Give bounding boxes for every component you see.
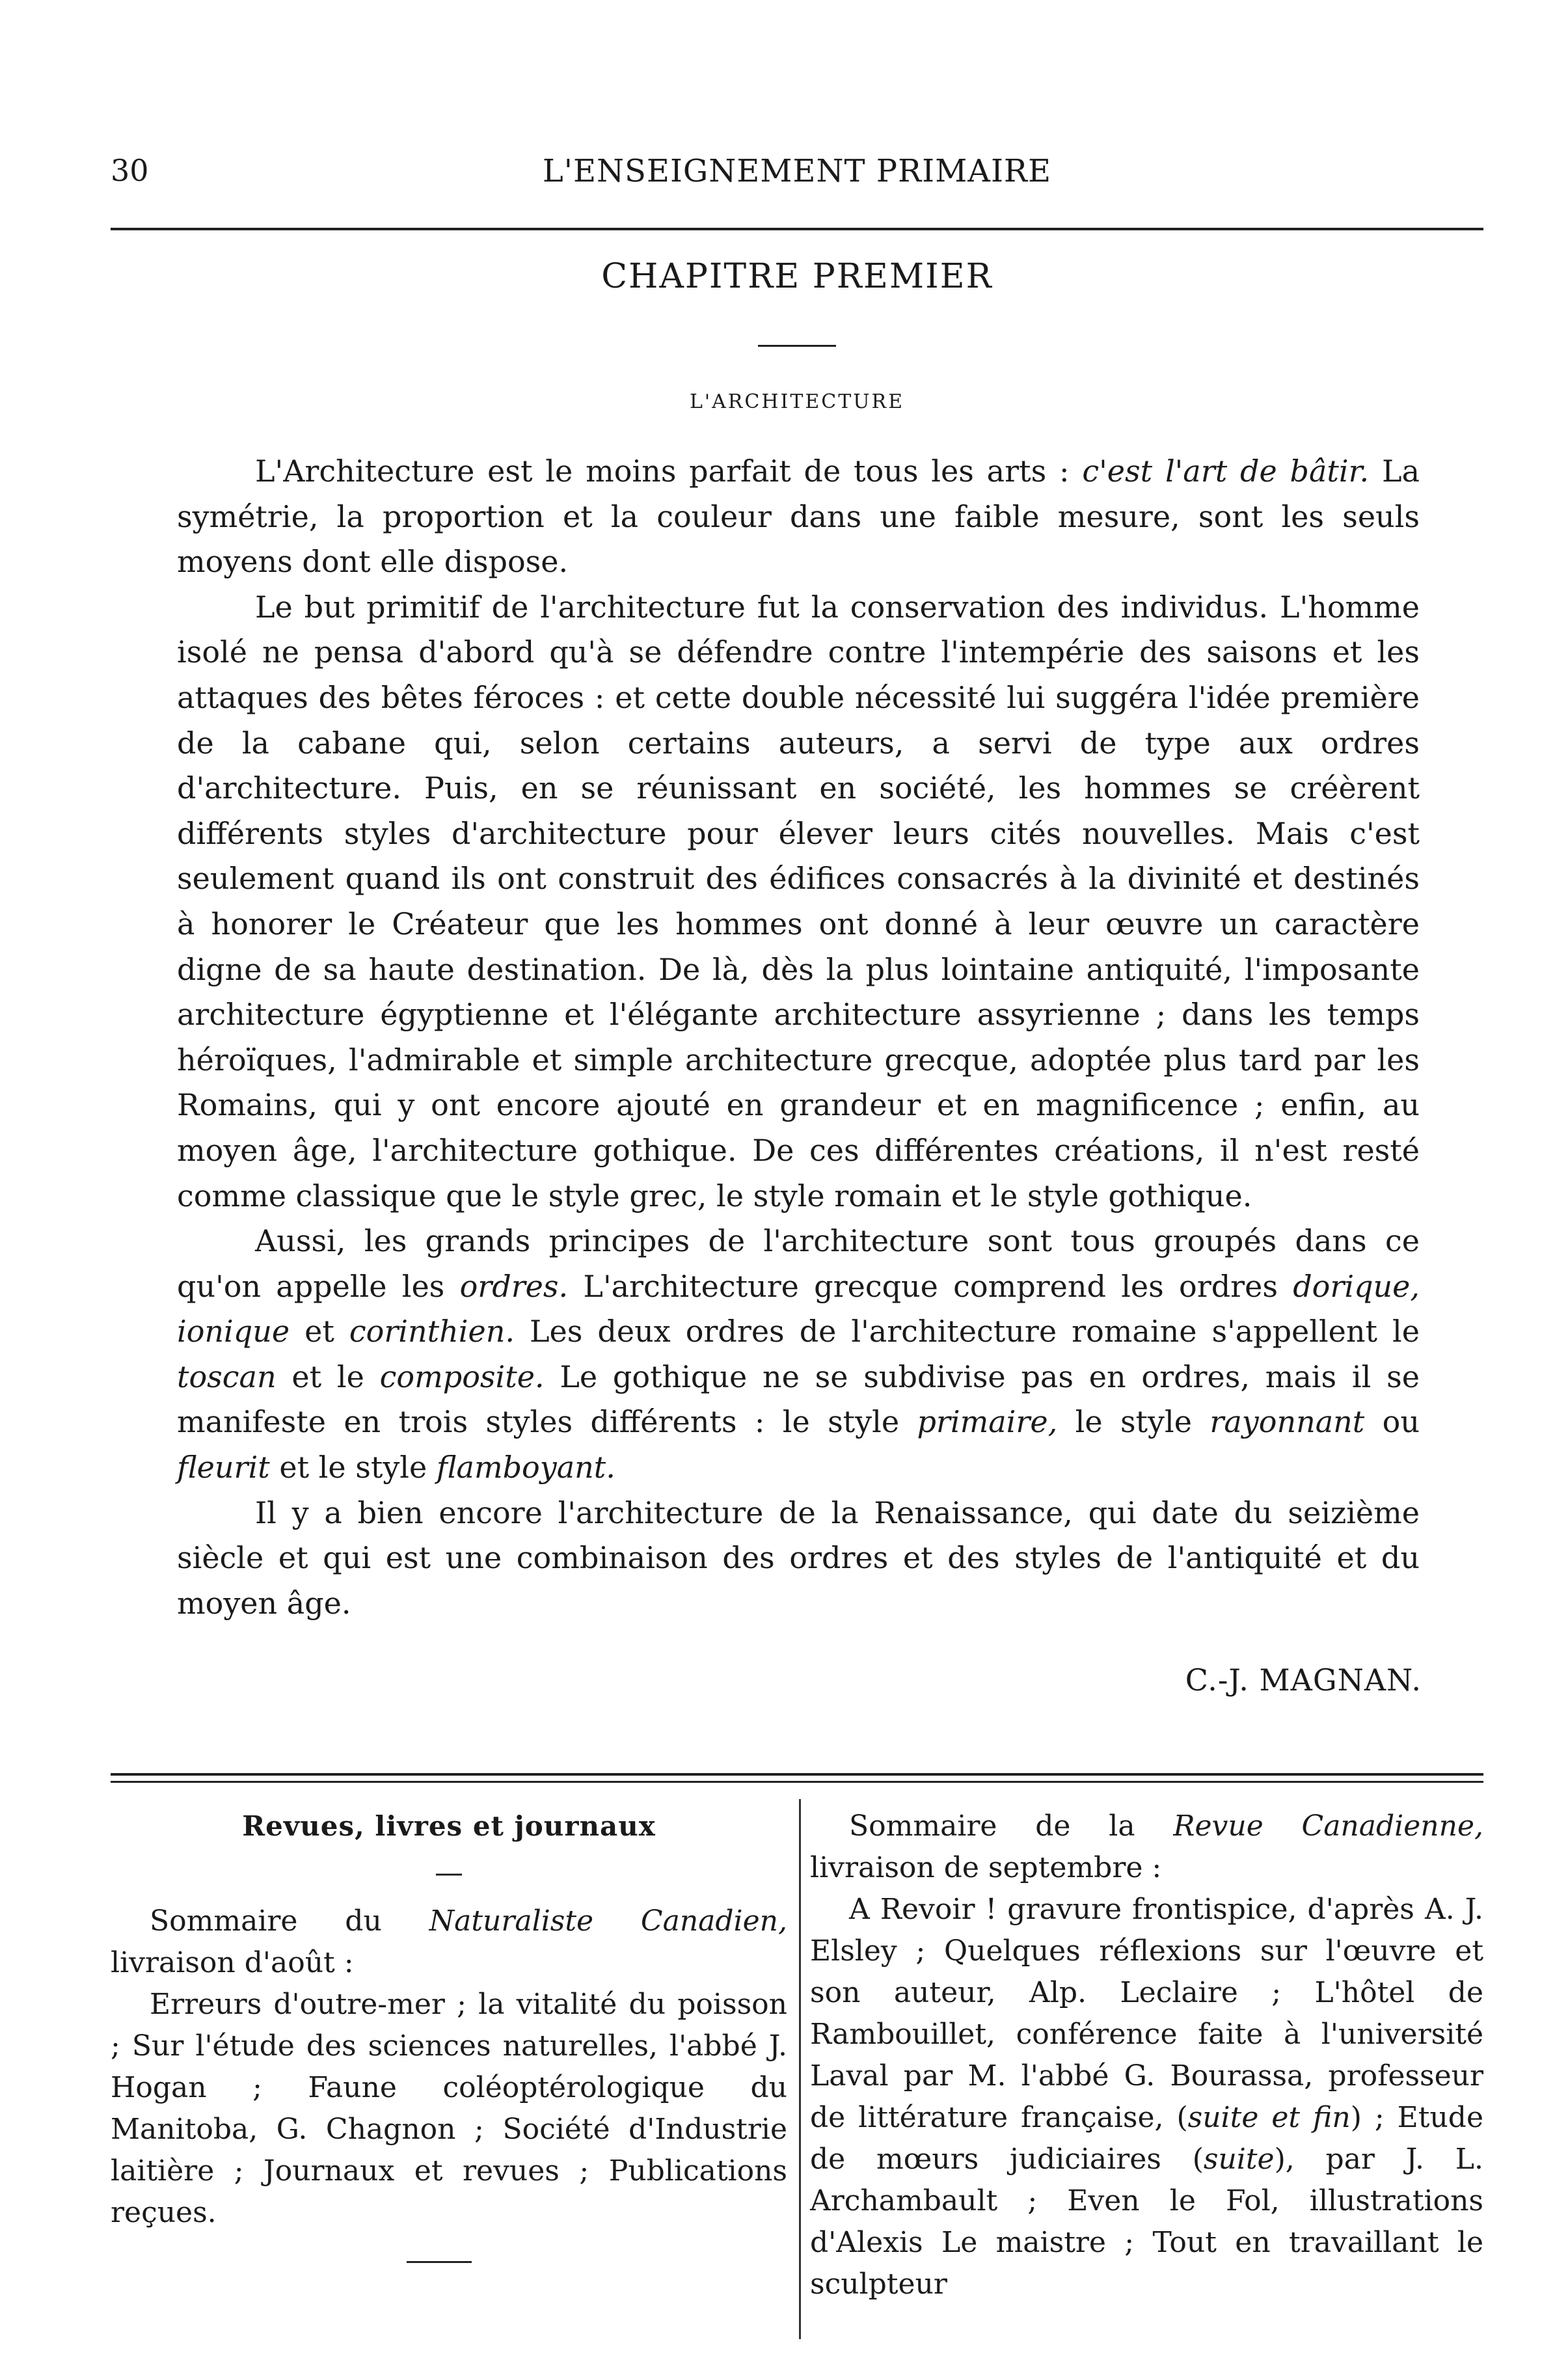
text-run: Sommaire de la <box>849 1809 1174 1843</box>
text-run: L'Architecture est le moins parfait de tous les arts : <box>255 454 1083 489</box>
text-run: A Revoir ! gravure frontispice, d'après A. J. Elsley ; Quelques réflexions sur l'œuvre et son auteur, Alp. Leclaire ; L'hôtel de Rambouillet, conférence faite à l'université Laval par M. l'abbé G. Bourassa, professeur de littérature française, ( <box>810 1893 1483 2134</box>
review-paragraph <box>810 1889 1483 2305</box>
italic-text: Revue Canadienne, <box>1173 1809 1483 1843</box>
text-run: ), par J. L. Archambault ; Even le Fol, illustrations d'Alexis Le maistre ; Tout en travaillant le sculpteur <box>810 2143 1483 2301</box>
text-run: le style <box>1057 1404 1210 1440</box>
article-paragraph <box>177 1219 1420 1491</box>
page-number: 30 <box>111 153 149 188</box>
text-run: Le but primitif de l'architecture fut la conservation des individus. L'homme isolé ne pensa d'abord qu'à se défendre contre l'intempérie des saisons et les attaques des bêtes féroces : et cette double nécessité lui suggéra l'idée première de la cabane qui, selon certains auteurs, a servi de type aux ordres d'architecture. Puis, en se réunissant en société, les hommes se créèrent différents styles d'architecture pour élever leurs cités nouvelles. Mais c'est seulement quand ils ont construit des édifices consacrés à la divinité et destinés à honorer le Créateur que les hommes ont donné à leur œuvre un caractère digne de sa haute destination. De là, dès la plus lointaine antiquité, l'imposante architecture égyptienne et l'élégante architecture assyrienne ; dans les temps héroïques, l'admirable et simple architecture grecque, adoptée plus tard par les Romains, qui y ont encore ajouté en grandeur et en magnificence ; enfin, au moyen âge, l'architecture gothique. De ces différentes créations, il n'est resté comme classique que le style grec, le style romain et le style gothique. <box>177 589 1420 1213</box>
reviews-right-column <box>810 1806 1483 2305</box>
text-run: et le style <box>269 1450 437 1485</box>
italic-text: toscan <box>177 1359 277 1394</box>
column-divider <box>799 1799 801 2339</box>
text-run: La symétrie, la proportion et la couleur dans une faible mesure, sont les seuls moyens dont elle dispose. <box>177 454 1420 580</box>
section-divider-bottom <box>111 1781 1483 1783</box>
reviews-dash: — <box>435 1856 463 1890</box>
reviews-left-column <box>111 1806 787 2234</box>
author-signature: C.-J. MAGNAN. <box>1185 1662 1422 1698</box>
italic-text: dorique, ionique <box>177 1268 1420 1349</box>
text-run: Le gothique ne se subdivise pas en ordres, mais il se manifeste en trois styles différents : le style <box>177 1359 1420 1440</box>
text-run: et <box>290 1314 349 1349</box>
article-body <box>177 449 1420 1626</box>
page-header <box>111 153 1483 205</box>
italic-text: corinthien. <box>349 1314 515 1349</box>
text-run: Sommaire du <box>150 1904 429 1938</box>
text-run: Erreurs d'outre-mer ; la vitalité du poisson ; Sur l'étude des sciences naturelles, l'abbé J. Hogan ; Faune coléoptérologique du Manitoba, G. Chagnon ; Société d'Industrie laitière ; Journaux et revues ; Publications reçues. <box>111 1988 787 2229</box>
text-run: Les deux ordres de l'architecture romaine s'appellent le <box>514 1314 1420 1349</box>
italic-text: c'est l'art de bâtir. <box>1082 454 1370 489</box>
italic-text: composite. <box>379 1359 545 1394</box>
article-paragraph <box>177 585 1420 1219</box>
reviews-heading: Revues, livres et journaux <box>242 1810 656 1842</box>
chapter-rule <box>758 345 836 347</box>
article-paragraph <box>177 1491 1420 1627</box>
italic-text: suite <box>1203 2143 1275 2176</box>
section-divider-top <box>111 1773 1483 1776</box>
review-paragraph <box>111 1901 787 1984</box>
text-run: L'architecture grecque comprend les ordres <box>568 1268 1293 1304</box>
text-run: et le <box>276 1359 380 1394</box>
italic-text: fleurit <box>177 1450 270 1485</box>
italic-text: primaire, <box>917 1404 1058 1440</box>
review-paragraph <box>810 1806 1483 1889</box>
article-paragraph <box>177 449 1420 585</box>
italic-text: flamboyant. <box>436 1450 615 1485</box>
text-run: ou <box>1364 1404 1420 1440</box>
review-paragraph <box>111 1984 787 2234</box>
italic-text: ordres. <box>459 1268 569 1304</box>
text-run: livraison de septembre : <box>810 1851 1162 1884</box>
header-rule <box>111 228 1483 230</box>
italic-text: suite et fin <box>1187 2101 1351 2134</box>
text-run: ) ; Etude de mœurs judiciaires ( <box>810 2101 1483 2176</box>
section-title: L'ARCHITECTURE <box>689 390 905 413</box>
end-rule <box>407 2261 472 2263</box>
text-run: Aussi, les grands principes de l'architecture sont tous groupés dans ce qu'on appelle les <box>177 1223 1420 1304</box>
running-title: L'ENSEIGNEMENT PRIMAIRE <box>542 153 1052 189</box>
italic-text: rayonnant <box>1210 1404 1365 1440</box>
text-run: Il y a bien encore l'architecture de la Renaissance, qui date du seizième siècle et qui est une combinaison des ordres et des styles de l'antiquité et du moyen âge. <box>177 1495 1420 1621</box>
italic-text: Naturaliste Canadien, <box>429 1904 787 1938</box>
text-run: livraison d'août : <box>111 1946 354 1979</box>
chapter-title: CHAPITRE PREMIER <box>601 257 993 296</box>
